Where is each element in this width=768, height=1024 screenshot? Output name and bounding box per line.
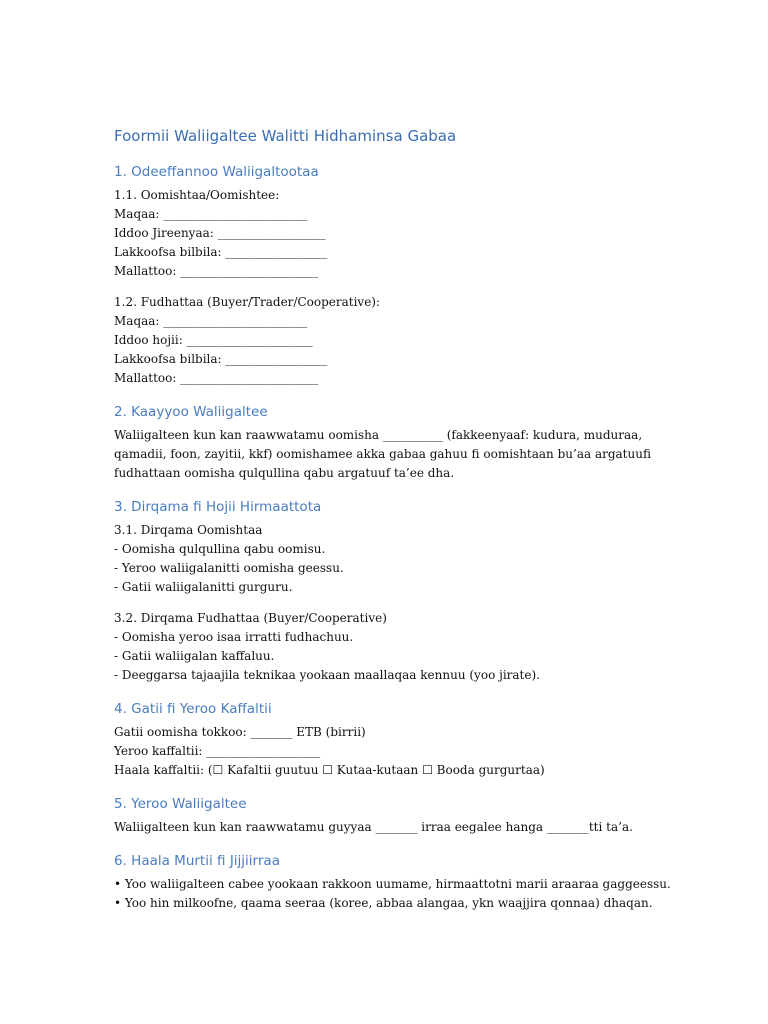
unit-price-field: Gatii oomisha tokkoo: _______ ETB (birrii) [114,725,366,739]
section-4-heading: 4. Gatii fi Yeroo Kaffaltii [114,701,272,717]
subsection-3-1-label: 3.1. Dirqama Oomishtaa [114,523,263,537]
producer-phone-field: Lakkoofsa bilbila: _________________ [114,245,328,259]
buyer-phone-field: Lakkoofsa bilbila: _________________ [114,352,328,366]
payment-method-field: Haala kaffaltii: (☐ Kafaltii guutuu ☐ Kutaa-kutaan ☐ Booda gurgurtaa) [114,763,545,777]
dispute-item: • Yoo hin milkoofne, qaama seeraa (koree, abbaa alangaa, ykn waajjira qonnaa) dhaqan. [114,896,653,910]
dispute-item: • Yoo waliigalteen cabee yookaan rakkoon uumame, hirmaattotni marii araaraa gaggeessu. [114,877,671,891]
producer-duty-item: - Oomisha qulqullina qabu oomisu. [114,542,326,556]
section-2-heading: 2. Kaayyoo Waliigaltee [114,404,268,420]
producer-duty-item: - Gatii waliigalanitti gurguru. [114,580,293,594]
section-1-heading: 1. Odeeffannoo Waliigaltootaa [114,164,319,180]
section-6-heading: 6. Haala Murtii fi Jijjiirraa [114,853,280,869]
buyer-name-field: Maqaa: ________________________ [114,314,308,328]
buyer-workplace-field: Iddoo hojii: _____________________ [114,333,313,347]
document-page [114,126,674,913]
section-3-heading: 3. Dirqama fi Hojii Hirmaattota [114,499,322,515]
producer-signature-field: Mallattoo: _______________________ [114,264,319,278]
agreement-period-line: Waliigalteen kun kan raawwatamu guyyaa _______ irraa eegalee hanga _______tti ta’a. [114,820,633,834]
purpose-paragraph-line: fudhattaan oomisha qulqullina qabu argatuuf ta’ee dha. [114,466,455,480]
subsection-3-2-label: 3.2. Dirqama Fudhattaa (Buyer/Cooperative) [114,611,387,625]
subsection-1-1-label: 1.1. Oomishtaa/Oomishtee: [114,188,280,202]
buyer-duty-item: - Gatii waliigalan kaffaluu. [114,649,275,663]
producer-residence-field: Iddoo Jireenyaa: __________________ [114,226,326,240]
section-5-heading: 5. Yeroo Waliigaltee [114,796,247,812]
buyer-duty-item: - Oomisha yeroo isaa irratti fudhachuu. [114,630,354,644]
buyer-duty-item: - Deeggarsa tajaajila teknikaa yookaan maallaqaa kennuu (yoo jirate). [114,668,540,682]
producer-duty-item: - Yeroo waliigalanitti oomisha geessu. [114,561,344,575]
document-title: Foormii Waliigaltee Walitti Hidhaminsa Gabaa [114,127,457,145]
producer-name-field: Maqaa: ________________________ [114,207,308,221]
buyer-signature-field: Mallattoo: _______________________ [114,371,319,385]
purpose-paragraph-line: Waliigalteen kun kan raawwatamu oomisha __________ (fakkeenyaaf: kudura, muduraa, [114,428,643,442]
purpose-paragraph-line: qamadii, foon, zayitii, kkf) oomishamee akka gabaa gahuu fi oomishtaan bu’aa argatuufi [114,447,651,461]
payment-date-field: Yeroo kaffaltii: ___________________ [114,744,321,758]
subsection-1-2-label: 1.2. Fudhattaa (Buyer/Trader/Cooperative): [114,295,381,309]
